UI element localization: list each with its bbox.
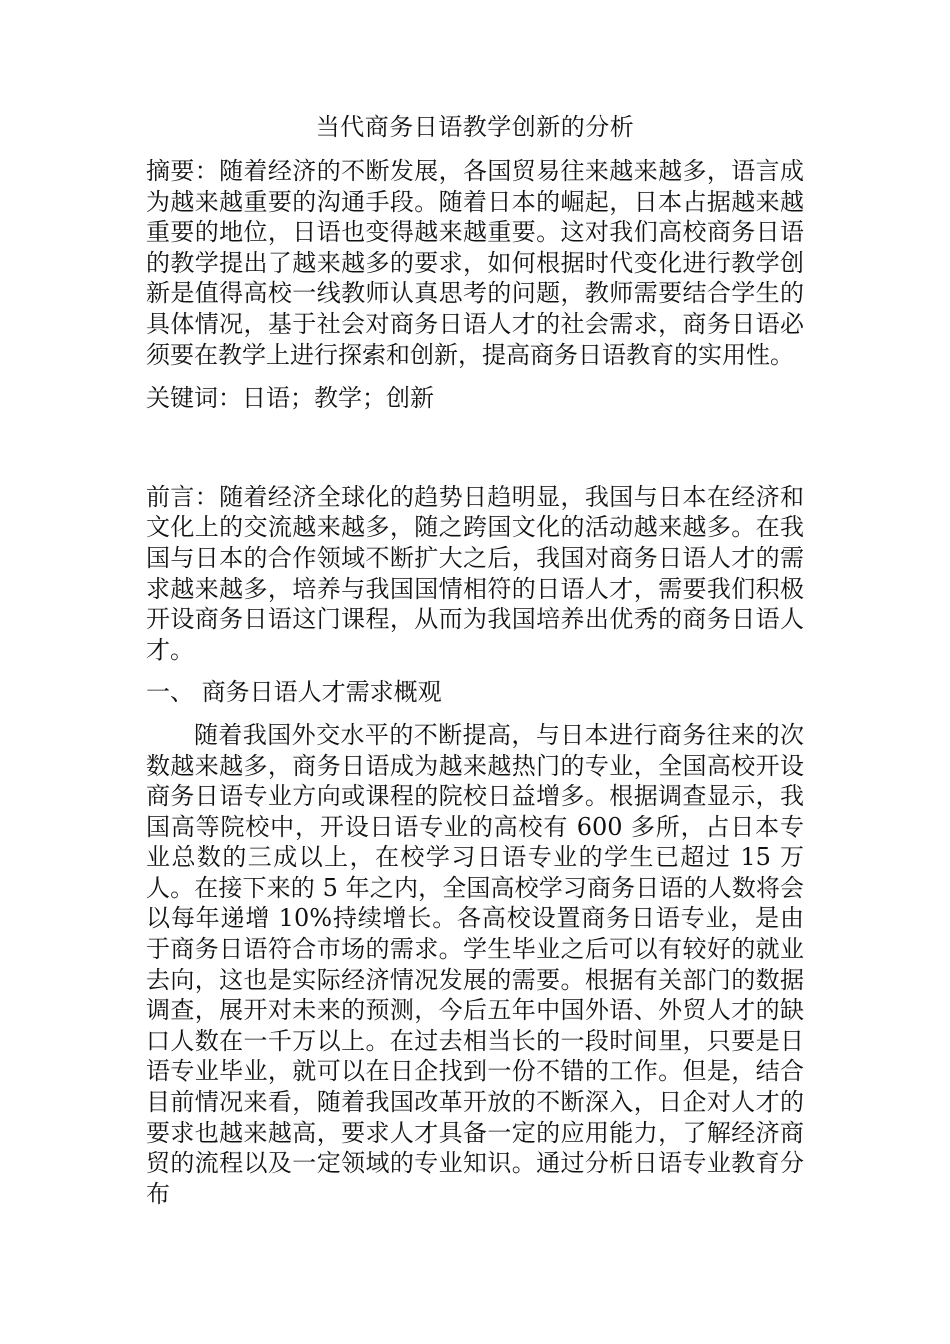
document-title: 当代商务日语教学创新的分析 bbox=[315, 113, 635, 141]
section-heading: 一、 商务日语人才需求概观 bbox=[146, 678, 442, 707]
section-body-paragraph: 随着我国外交水平的不断提高，与日本进行商务往来的次数越来越多，商务日语成为越来越热门的专业，全国高校开设商务日语专业方向或课程的院校日益增多。根据调查显示，我国高等院校中，开设日语专业的高校有 600 多所，占日本专业总数的三成以上，在校学习日语专业的学生已超过 15 万人。在接下来的 5 年之内，全国高校学习商务日语的人数将会以每年递增 10%持续增长。各高校设置商务日语专业，是由于商务日语符合市场的需求。学生毕业之后可以有较好的就业去向，这也是实际经济情况发展的需要。根据有关部门的数据调查，展开对未来的预测，今后五年中国外语、外贸人才的缺口人数在一千万以上。在过去相当长的一段时间里，只要是日语专业毕业，就可以在日企找到一份不错的工作。但是，结合目前情况来看，随着我国改革开放的不断深入，日企对人才的要求也越来越高，要求人才具备一定的应用能力，了解经济商贸的流程以及一定领域的专业知识。通过分析日语专业教育分布 bbox=[146, 720, 804, 1208]
preface-paragraph: 前言：随着经济全球化的趋势日趋明显，我国与日本在经济和文化上的交流越来越多，随之跨国文化的活动越来越多。在我国与日本的合作领域不断扩大之后，我国对商务日语人才的需求越来越多，培养与我国国情相符的日语人才，需要我们积极开设商务日语这门课程，从而为我国培养出优秀的商务日语人才。 bbox=[146, 482, 804, 664]
spacer bbox=[146, 414, 804, 482]
abstract-paragraph: 摘要：随着经济的不断发展，各国贸易往来越来越多，语言成为越来越重要的沟通手段。随着日本的崛起，日本占据越来越重要的地位，日语也变得越来越重要。这对我们高校商务日语的教学提出了越来越多的要求，如何根据时代变化进行教学创新是值得高校一线教师认真思考的问题，教师需要结合学生的具体情况，基于社会对商务日语人才的社会需求，商务日语必须要在教学上进行探索和创新，提高商务日语教育的实用性。 bbox=[146, 157, 804, 369]
document-page bbox=[146, 112, 804, 1209]
spacer bbox=[146, 665, 804, 677]
keywords-line: 关键词：日语；教学；创新 bbox=[146, 384, 434, 413]
spacer bbox=[146, 370, 804, 383]
spacer bbox=[146, 708, 804, 720]
